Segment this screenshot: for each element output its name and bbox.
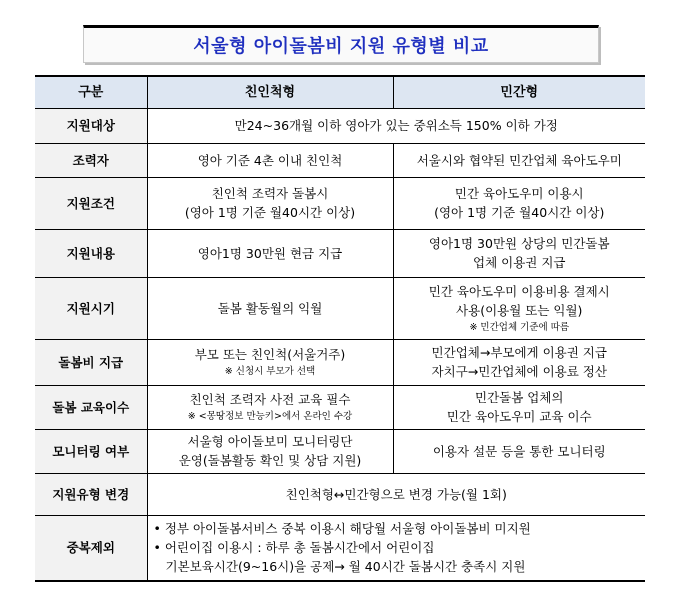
row-label-monitoring: 모니터링 여부 xyxy=(35,429,147,473)
row-label-caregiver: 조력자 xyxy=(35,143,147,177)
cell-timing-relative: 돌봄 활동월의 익월 xyxy=(147,277,393,339)
table-row-change xyxy=(35,473,645,515)
monitoring-relative-line1: 서울형 아이돌보미 모니터링단 xyxy=(187,434,353,449)
title-box xyxy=(83,25,599,63)
cell-caregiver-private: 서울시와 협약된 민간업체 육아도우미 xyxy=(393,143,645,177)
condition-relative-line1: 친인척 조력자 돌봄시 xyxy=(211,186,329,201)
cell-caregiver-relative: 영아 기준 4촌 이내 친인척 xyxy=(147,143,393,177)
monitoring-relative-line2: 운영(돌봄활동 확인 및 상담 지원) xyxy=(178,453,362,468)
table-row-monitoring xyxy=(35,429,645,473)
training-relative-note: ※ <몽땅정보 만능키>에서 온라인 수강 xyxy=(187,411,353,422)
row-label-target: 지원대상 xyxy=(35,108,147,143)
row-label-timing: 지원시기 xyxy=(35,277,147,339)
header-category: 구분 xyxy=(35,76,147,108)
cell-change-common: 친인척형↔민간형으로 변경 가능(월 1회) xyxy=(147,473,645,515)
table-row-caregiver xyxy=(35,143,645,177)
payment-relative-note: ※ 신청시 부모가 선택 xyxy=(224,366,316,377)
content-private-line2: 업체 이용권 지급 xyxy=(473,255,566,270)
cell-monitoring-relative xyxy=(147,429,393,473)
table-row-content xyxy=(35,229,645,277)
row-label-content: 지원내용 xyxy=(35,229,147,277)
payment-private-line1: 민간업체→부모에게 이용권 지급 xyxy=(431,345,607,360)
exclusion-bullet-2: • 어린이집 이용시 : 하루 총 돌봄시간에서 어린이집 xyxy=(153,540,435,556)
table-row-timing xyxy=(35,277,645,339)
condition-private-line1: 민간 육아도우미 이용시 xyxy=(454,186,584,201)
cell-timing-private xyxy=(393,277,645,339)
table-row-exclusion xyxy=(35,515,645,581)
cell-condition-relative xyxy=(147,177,393,229)
cell-monitoring-private: 이용자 설문 등을 통한 모니터링 xyxy=(393,429,645,473)
content-private-line1: 영아1명 30만원 상당의 민간돌봄 xyxy=(428,236,610,251)
row-label-payment: 돌봄비 지급 xyxy=(35,339,147,385)
row-label-condition: 지원조건 xyxy=(35,177,147,229)
row-label-exclusion: 중복제외 xyxy=(35,515,147,581)
training-private-line2: 민간 육아도우미 교육 이수 xyxy=(446,409,592,424)
condition-private-line2: (영아 1명 기준 월40시간 이상) xyxy=(434,205,605,220)
cell-exclusion-common xyxy=(147,515,645,581)
cell-payment-private xyxy=(393,339,645,385)
training-private-line1: 민간돌봄 업체의 xyxy=(475,390,564,405)
table-row-condition xyxy=(35,177,645,229)
timing-private-note: ※ 민간업체 기준에 따름 xyxy=(469,321,570,333)
header-type-relative: 친인척형 xyxy=(147,76,393,108)
table-row-target xyxy=(35,108,645,143)
table-row-training xyxy=(35,385,645,429)
timing-private-line1: 민간 육아도우미 이용비용 결제시 xyxy=(428,283,610,299)
page-title: 서울형 아이돌봄비 지원 유형별 비교 xyxy=(193,36,489,57)
cell-training-relative xyxy=(147,385,393,429)
cell-payment-relative xyxy=(147,339,393,385)
comparison-table xyxy=(35,75,645,582)
exclusion-bullet-2-cont: 기본보육시간(9~16시)을 공제→ 월 40시간 돌봄시간 충족시 지원 xyxy=(165,559,526,575)
timing-private-line2: 사용(이용월 또는 익월) xyxy=(456,302,583,318)
payment-relative-line1: 부모 또는 친인척(서울거주) xyxy=(194,347,346,362)
training-relative-line1: 친인척 조력자 사전 교육 필수 xyxy=(189,392,351,407)
table-header-row xyxy=(35,76,645,108)
cell-training-private xyxy=(393,385,645,429)
condition-relative-line2: (영아 1명 기준 월40시간 이상) xyxy=(184,205,356,220)
row-label-training: 돌봄 교육이수 xyxy=(35,385,147,429)
header-type-private: 민간형 xyxy=(393,76,645,108)
cell-content-private xyxy=(393,229,645,277)
exclusion-bullet-1: • 정부 아이돌봄서비스 중복 이용시 해당월 서울형 아이돌봄비 미지원 xyxy=(153,521,531,537)
row-label-change: 지원유형 변경 xyxy=(35,473,147,515)
cell-condition-private xyxy=(393,177,645,229)
table-row-payment xyxy=(35,339,645,385)
cell-target-common: 만24~36개월 이하 영아가 있는 중위소득 150% 이하 가정 xyxy=(147,108,645,143)
cell-content-relative: 영아1명 30만원 현금 지급 xyxy=(147,229,393,277)
payment-private-line2: 자치구→민간업체에 이용료 정산 xyxy=(431,364,607,379)
